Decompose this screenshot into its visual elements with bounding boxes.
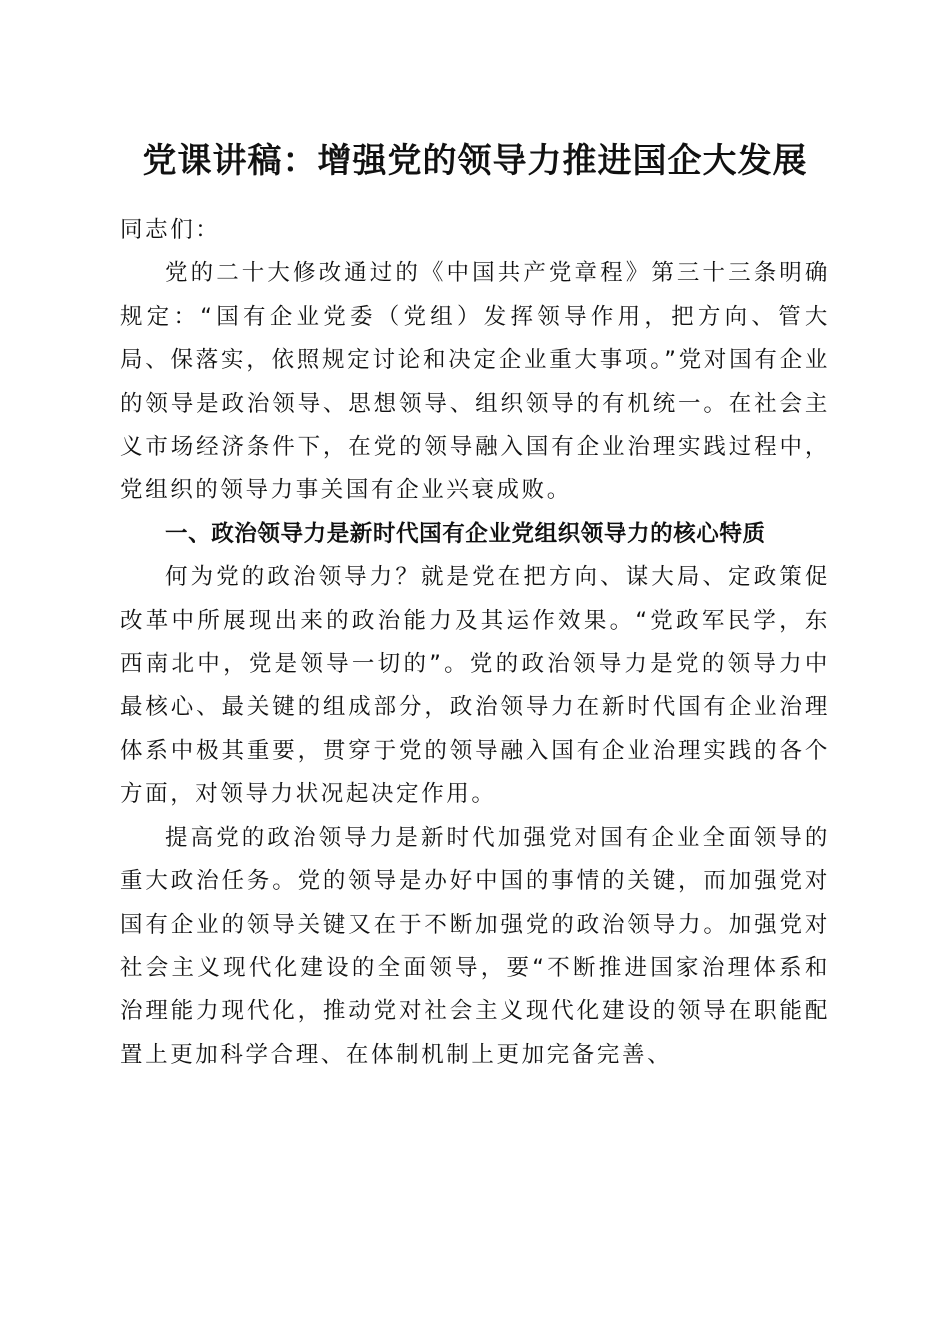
section-paragraph: 提高党的政治领导力是新时代加强党对国有企业全面领导的重大政治任务。党的领导是办好中国的事情的关键，而加强党对国有企业的领导关键又在于不断加强党的政治领导力。加强党对社会主义现代化建设的全面领导，要“不断推进国家治理体系和治理能力现代化，推动党对社会主义现代化建设的领导在职能配置上更加科学合理、在体制机制上更加完备完善、 (120, 824, 830, 1068)
document-body (120, 209, 830, 1077)
salutation: 同志们： (120, 217, 221, 243)
section-heading: 一、政治领导力是新时代国有企业党组织领导力的核心特质 (165, 520, 766, 547)
section-paragraph: 何为党的政治领导力？就是党在把方向、谋大局、定政策促改革中所展现出来的政治能力及其运作效果。“党政军民学，东西南北中，党是领导一切的”。党的政治领导力是党的领导力中最核心、最关键的组成部分，政治领导力在新时代国有企业治理体系中极其重要，贯穿于党的领导融入国有企业治理实践的各个方面，对领导力状况起决定作用。 (120, 564, 830, 808)
document-title: 党课讲稿：增强党的领导力推进国企大发展 (142, 141, 808, 181)
intro-paragraph: 党的二十大修改通过的《中国共产党章程》第三十三条明确规定：“国有企业党委（党组）发挥领导作用，把方向、管大局、保落实，依照规定讨论和决定企业重大事项。”党对国有企业的领导是政治领导、思想领导、组织领导的有机统一。在社会主义市场经济条件下，在党的领导融入国有企业治理实践过程中，党组织的领导力事关国有企业兴衰成败。 (120, 260, 830, 504)
